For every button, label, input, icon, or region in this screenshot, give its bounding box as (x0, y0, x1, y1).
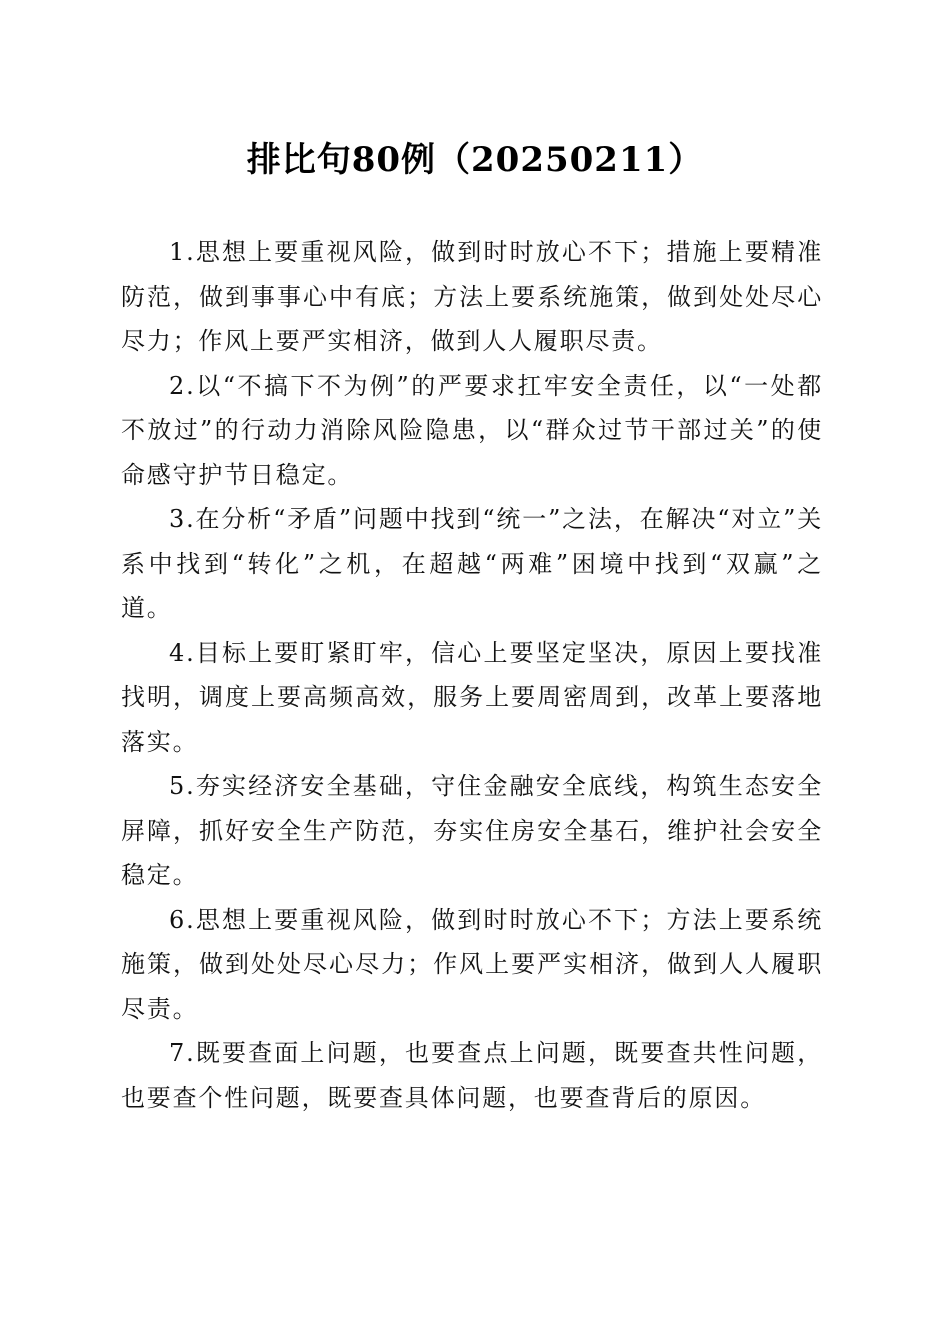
paragraph-2: 2.以“不搞下不为例”的严要求扛牢安全责任，以“一处都不放过”的行动力消除风险隐患，以“群众过节干部过关”的使命感守护节日稳定。 (121, 371, 823, 489)
paragraph-6: 6.思想上要重视风险，做到时时放心不下；方法上要系统施策，做到处处尽心尽力；作风上要严实相济，做到人人履职尽责。 (121, 905, 823, 1023)
paragraph-1: 1.思想上要重视风险，做到时时放心不下；措施上要精准防范，做到事事心中有底；方法上要系统施策，做到处处尽心尽力；作风上要严实相济，做到人人履职尽责。 (121, 238, 823, 355)
paragraph-5: 5.夯实经济安全基础，守住金融安全底线，构筑生态安全屏障，抓好安全生产防范，夯实住房安全基石，维护社会安全稳定。 (121, 772, 823, 889)
paragraph-7: 7.既要查面上问题，也要查点上问题，既要查共性问题，也要查个性问题，既要查具体问题，也要查背后的原因。 (121, 1039, 823, 1112)
paragraph-3: 3.在分析“矛盾”问题中找到“统一”之法，在解决“对立”关系中找到“转化”之机，在超越“两难”困境中找到“双赢”之道。 (121, 505, 823, 622)
document-body (121, 230, 823, 1120)
document-title: 排比句80例（20250211） (246, 140, 704, 180)
paragraph-4: 4.目标上要盯紧盯牢，信心上要坚定坚决，原因上要找准找明，调度上要高频高效，服务上要周密周到，改革上要落地落实。 (121, 638, 823, 756)
